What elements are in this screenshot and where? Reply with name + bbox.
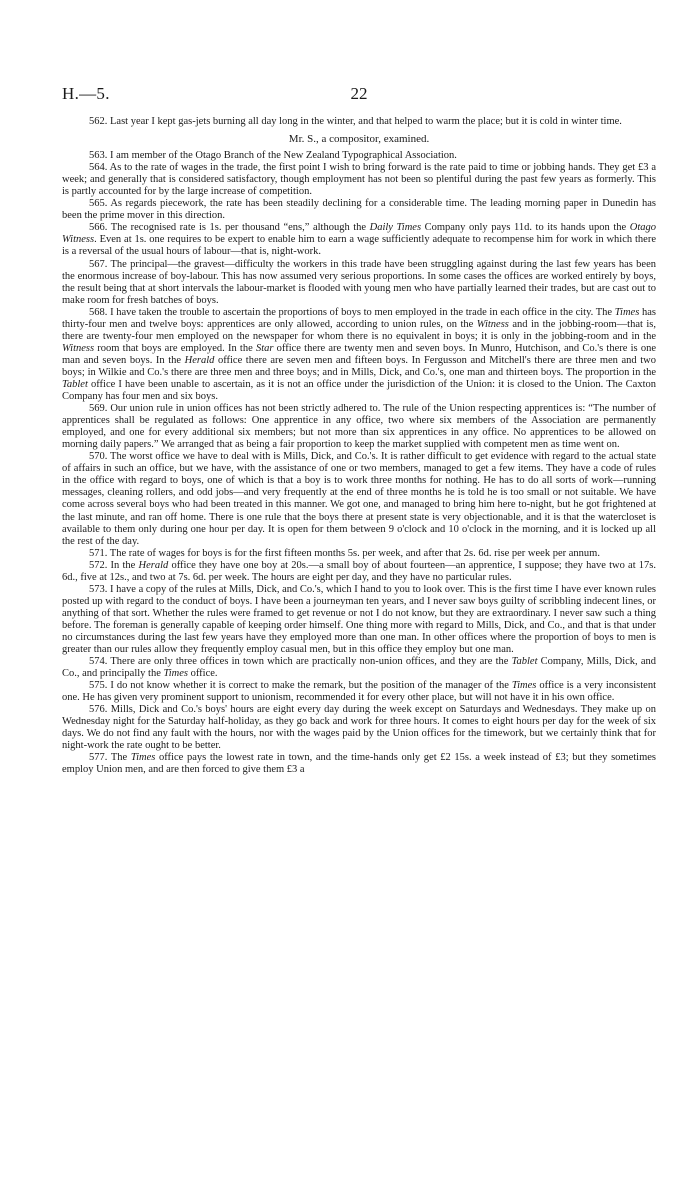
paragraph <box>62 150 656 162</box>
text-run: 570. The worst office we have to deal with is Mills, Dick, and Co.'s. It is rather difficult to get evidence with regard to the actual state of affairs in such an office, but we have, with the assistance of one or two members, managed to get a few items. They have a code of rules in the office with regard to boys, one of which is that a boy is to work three months for nothing. He has to do all sorts of work—running messages, cleaning rollers, and odd jobs—and very frequently at the end of three months he is told he is too small or not suitable. We have come across several boys who had been treated in this manner. We got one, and managed to bring him here to-night, but he got frightened at the last minute, and ran off home. There is one rule that the boys there at present state is very objectionable, and it is that the watercloset is available to them only during one hour per day. It is open for them between 9 o'clock and 10 o'clock in the morning, and it is locked up all the rest of the day. <box>62 451 656 547</box>
text-run: 567. The principal—the gravest—difficulty the workers in this trade have been struggling against during the last few years has been the enormous increase of boy-labour. This has now assumed very serious proportions. In some cases the offices are worked entirely by boys, the result being that at short intervals the labour-market is flooded with young men who have partially learned their trades, but are cast out to make room for fresh batches of boys. <box>62 258 656 306</box>
text-run: office they have one boy at 20s.—a small boy of about fourteen—an apprentice, I suppose; they have two at 17s. 6d., five at 12s., and two at 7s. 6d. per week. The hours are eight per day, and they have no particular rules. <box>62 559 657 583</box>
text-run: 562. Last year I kept gas-jets burning all day long in the winter, and that helped to warm the place; but it is cold in winter time. <box>89 116 622 127</box>
text-run: 574. There are only three offices in town which are practically non-union offices, and they are the <box>89 656 512 668</box>
italic-text: Times <box>130 752 156 764</box>
text-run: 577. The <box>89 752 131 764</box>
document-body <box>62 116 656 777</box>
paragraph <box>62 259 656 307</box>
paragraph <box>62 560 656 584</box>
italic-text: Herald <box>184 354 215 366</box>
text-run: Company only pays 11d. to its hands upon the <box>421 222 630 234</box>
text-run: has thirty-four men and twelve boys: apprentices are only allowed, according to union rules, on the <box>62 306 657 330</box>
text-run: . Even at 1s. one requires to be expert to enable him to earn a wage sufficiently adequate to recompense him for work in which there is a reversal of the usual hours of labour—that is, night-work. <box>62 234 656 258</box>
text-run: office. <box>188 668 218 680</box>
text-run: 564. As to the rate of wages in the trade, the first point I wish to bring forward is the rate paid to time or jobbing hands. They get £3 a week; and generally that is considered satisfactory, though employment has not been so plentiful during the past few years as formerly. This is partly accounted for by the large increase of competition. <box>62 162 656 198</box>
text-run: and in the jobbing-room—that is, there are twenty-four men employed on the newspaper for whom there is no equivalent in boys; it is only in the jobbing-room and in the <box>62 318 657 342</box>
paragraph <box>62 752 656 776</box>
paragraph <box>62 162 656 198</box>
text-run: Mr. S., a compositor, examined. <box>288 133 430 146</box>
text-run: Company, Mills, Dick, and Co., and principally the <box>62 656 656 680</box>
italic-text: Times <box>163 668 188 680</box>
text-run: 576. Mills, Dick and Co.'s boys' hours are eight every day during the week except on Saturdays and Wednesdays. They make up on Wednesday night for the Saturday half-holiday, as they go back and work for three hours. It comes to eight hours per day for the week of six days. We do not find any fault with the hours, nor with the wages paid by the Union offices for the timework, but we certainly think that for night-work the rate ought to be better. <box>62 704 656 752</box>
document-reference: H.—5. <box>62 84 110 103</box>
text-run: 575. I do not know whether it is correct to make the remark, but the position of the manager of the <box>89 680 512 692</box>
italic-text: Otago Witness <box>62 222 656 246</box>
italic-text: Witness <box>62 342 95 354</box>
paragraph <box>62 704 656 752</box>
paragraph <box>62 116 656 128</box>
paragraph <box>62 403 656 451</box>
text-run: 573. I have a copy of the rules at Mills, Dick, and Co.'s, which I hand to you to look over. This is the first time I have ever known rules posted up with regard to the conduct of boys. I have been a journeyman ten years, and I never saw boys guilty of scribbling indecent lines, or anything of that sort. Whether the rules were framed to get revenue or not I do not know, but they are extraordinary. I never saw such a thing before. The foreman is generally capable of keeping order himself. One thing more with regard to Mills, Dick, and Co., and that is that under no circumstances during the last few years have they employed more than one man. In other offices where the proportion of boys to men is greater than our rules allow they frequently employ casual men, but in this office they employ but one man. <box>62 583 656 656</box>
text-run: office I have been unable to ascertain, as it is not an office under the jurisdiction of the Union: it is closed to the Union. The Caxton Company has four men and six boys. <box>62 378 656 403</box>
page-number: 22 <box>350 84 368 103</box>
text-run: office pays the lowest rate in town, and the time-hands only get £2 15s. a week instead of £3; but they sometimes employ Union men, and are then forced to give them £3 a <box>62 752 656 776</box>
running-header <box>62 84 656 106</box>
text-run: office there are twenty men and seven boys. In Munro, Hutchison, and Co.'s there is one man and seven boys. In the <box>62 342 656 366</box>
italic-text: Times <box>614 306 640 318</box>
paragraph <box>62 584 656 656</box>
paragraph <box>62 680 656 704</box>
paragraph <box>62 451 656 547</box>
text-run: 571. The rate of wages for boys is for the first fifteen months 5s. per week, and after that 2s. 6d. rise per week per annum. <box>89 547 600 559</box>
italic-text: Daily Times <box>369 222 422 234</box>
italic-text: Witness <box>476 318 509 330</box>
italic-text: Tablet <box>62 378 88 390</box>
text-run: 563. I am member of the Otago Branch of the New Zealand Typographical Association. <box>89 150 457 162</box>
paragraph <box>62 222 656 258</box>
text-run: 565. As regards piecework, the rate has been steadily declining for a considerable time. The leading morning paper in Dunedin has been the prime mover in this direction. <box>62 198 656 222</box>
paragraph <box>62 548 656 560</box>
text-run: office is a very inconsistent one. He has given very prominent support to unionism, recommended it for every other place, but will not have it in his own office. <box>62 680 657 704</box>
text-run: room that boys are employed. In the <box>94 342 256 354</box>
italic-text: Star <box>255 342 274 354</box>
text-run: 569. Our union rule in union offices has not been strictly adhered to. The rule of the Union respecting apprentices is: “The number of apprentices shall be regulated as follows: One apprentice in any office, two where six members of the Association are permanently employed, and one for every additional six members; but not more than six apprentices in any office. No apprentices to be allowed on morning daily papers.” We arranged that as being a fair proportion to keep the market supplied with competent men as time went on. <box>62 403 656 451</box>
paragraph <box>62 307 656 403</box>
text-run: 566. The recognised rate is 1s. per thousand “ens,” although the <box>89 222 370 234</box>
italic-text: Herald <box>138 559 169 571</box>
paragraph <box>62 656 656 680</box>
italic-text: Times <box>511 680 537 692</box>
text-run: 572. In the <box>89 559 139 571</box>
paragraph <box>62 198 656 222</box>
witness-heading <box>62 133 656 145</box>
text-run: 568. I have taken the trouble to ascertain the proportions of boys to men employed in the trade in each office in the city. The <box>89 306 615 318</box>
text-run: office there are seven men and fifteen boys. In Fergusson and Mitchell's there are three men and two boys; in Wilkie and Co.'s there are three men and three boys; and in Mills, Dick, and Co.'s, one man and thirteen boys. The proportion in the <box>62 354 656 378</box>
italic-text: Tablet <box>511 656 538 668</box>
